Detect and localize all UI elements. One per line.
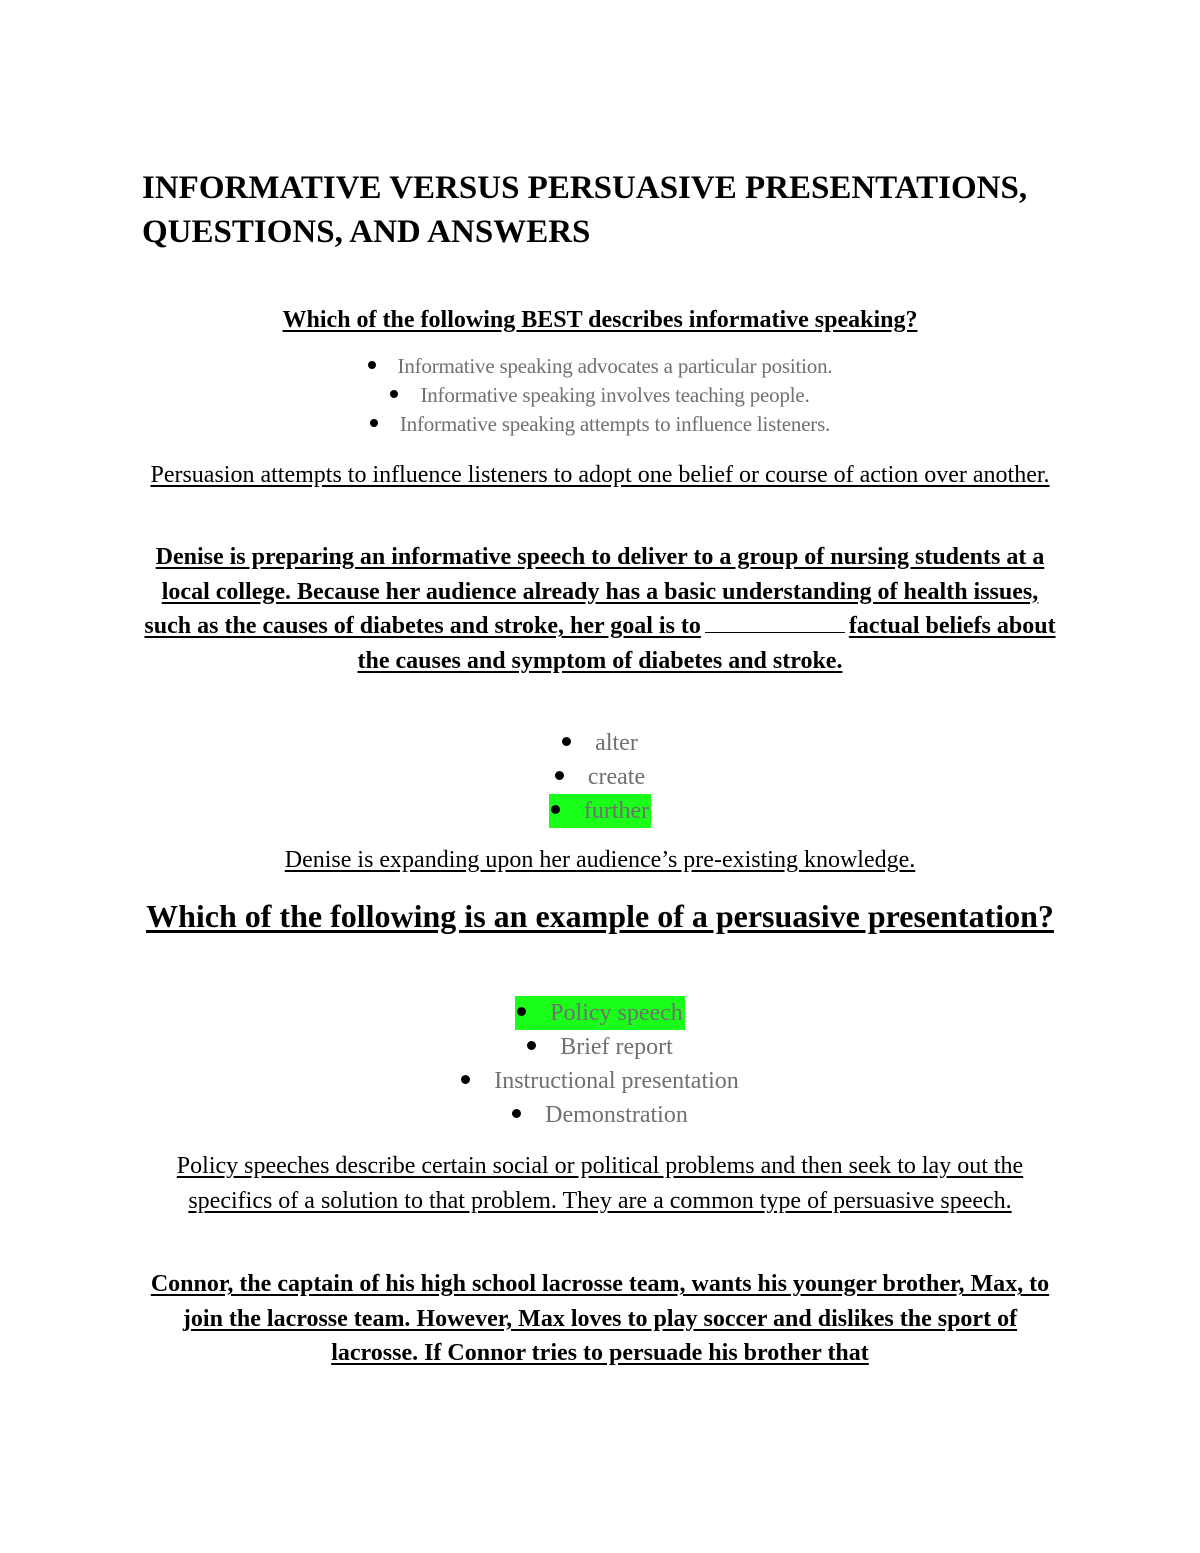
fill-in-blank	[705, 612, 845, 633]
list-item	[140, 760, 1060, 794]
option-text: Brief report	[560, 1034, 673, 1060]
bullet-icon	[517, 1007, 526, 1016]
question-2-options	[140, 726, 1060, 828]
list-item	[140, 794, 1060, 828]
answer-explanation-1: Persuasion attempts to influence listeners to adopt one belief or course of action over another.	[150, 462, 1050, 488]
question-3-options	[140, 996, 1060, 1132]
list-item	[140, 1064, 1060, 1098]
option-text: Instructional presentation	[494, 1068, 739, 1094]
list-item	[140, 352, 1060, 381]
bullet-icon	[461, 1075, 470, 1084]
question-2	[140, 540, 1060, 678]
option-text: Informative speaking advocates a particular position.	[397, 354, 833, 378]
bullet-icon	[390, 390, 398, 398]
question-2-text-before: Denise is preparing an informative speech to deliver to a group of nursing students at a local college. Because her audience already has a basic understanding of health issues, such as the causes of diabetes and stroke, her goal is to	[144, 544, 1045, 639]
question-1: Which of the following BEST describes informative speaking?	[282, 307, 918, 333]
list-item	[140, 726, 1060, 760]
option-text: Informative speaking attempts to influence listeners.	[399, 412, 831, 436]
question-2-text-after: factual beliefs about the causes and symptom of diabetes and stroke.	[357, 613, 1056, 674]
bullet-icon	[368, 361, 376, 369]
option-text: Demonstration	[545, 1102, 688, 1128]
list-item	[140, 410, 1060, 439]
option-text: further	[583, 798, 650, 824]
highlighted-answer	[515, 996, 685, 1030]
list-item	[140, 381, 1060, 410]
highlighted-answer	[549, 794, 651, 828]
list-item	[140, 996, 1060, 1030]
list-item	[140, 1030, 1060, 1064]
document-title: INFORMATIVE VERSUS PERSUASIVE PRESENTATIONS, QUESTIONS, AND ANSWERS	[142, 170, 1028, 250]
answer-explanation-2: Denise is expanding upon her audience’s pre-existing knowledge.	[284, 847, 916, 873]
bullet-icon	[562, 737, 571, 746]
question-4: Connor, the captain of his high school lacrosse team, wants his younger brother, Max, to join the lacrosse team. However, Max loves to play soccer and dislikes the sport of lacrosse. If Connor tries to persuade his brother that	[150, 1271, 1050, 1366]
option-text: Policy speech	[550, 1000, 683, 1026]
bullet-icon	[512, 1109, 521, 1118]
bullet-icon	[551, 805, 560, 814]
question-1-options	[140, 352, 1060, 439]
option-text: Informative speaking involves teaching people.	[420, 383, 810, 407]
option-text: create	[587, 764, 646, 790]
bullet-icon	[527, 1041, 536, 1050]
list-item	[140, 1098, 1060, 1132]
answer-explanation-3: Policy speeches describe certain social or political problems and then seek to lay out the specifics of a solution to that problem. They are a common type of persuasive speech.	[176, 1153, 1024, 1214]
bullet-icon	[555, 771, 564, 780]
option-text: alter	[595, 730, 638, 756]
bullet-icon	[370, 419, 378, 427]
question-3: Which of the following is an example of a persuasive presentation?	[146, 898, 1054, 934]
